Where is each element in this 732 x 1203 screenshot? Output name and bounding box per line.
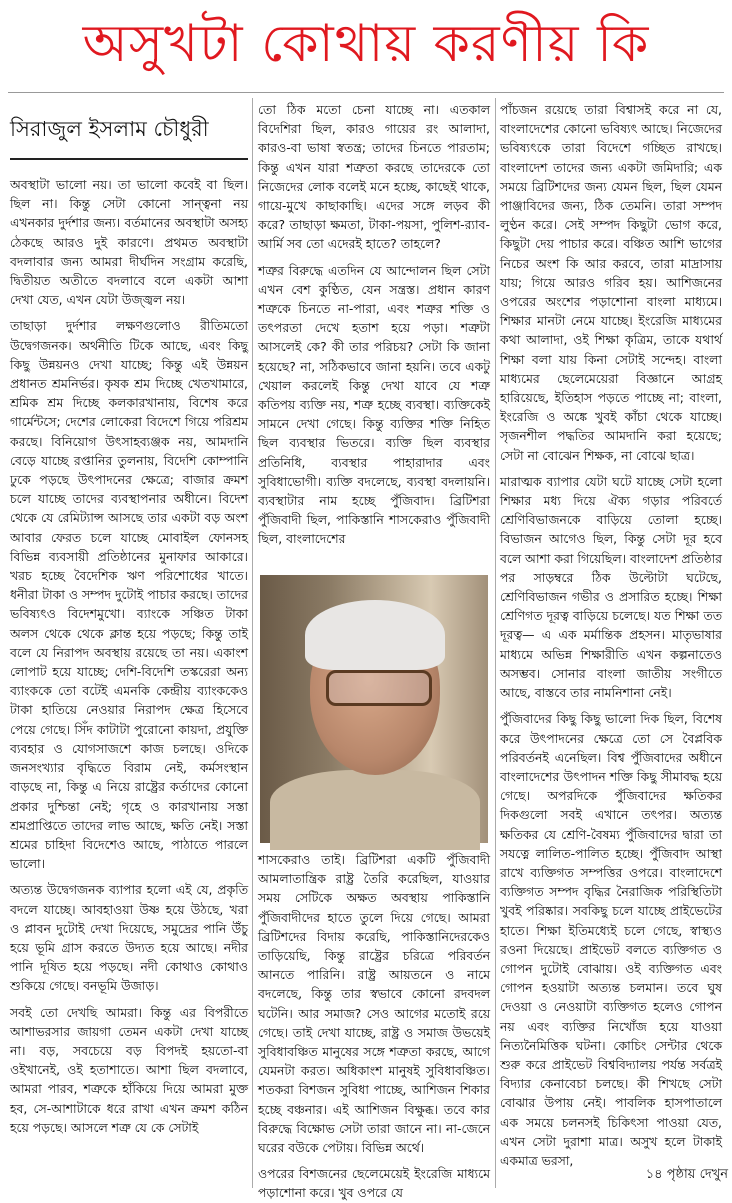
headline: অসুখটা কোথায় করণীয় কি xyxy=(82,14,650,74)
article-column-3 xyxy=(500,100,722,1168)
paragraph: পুঁজিবাদের কিছু কিছু ভালো দিক ছিল, বিশেষ করে উৎপাদনের ক্ষেত্রে তো সে বৈপ্লবিক পরিবর্তনই এনেছিল। বিশ্ব পুঁজিবাদের অধীনে বাংলাদেশের উৎপাদন শক্তি কিছু সীমাবদ্ধ হয়ে গেছে। অপরদিকে পুঁজিবাদের ক্ষতিকর দিকগুলো সবই এখানে তৎপর। অত্যন্ত ক্ষতিকর যে শ্রেণি-বৈষম্য পুঁজিবাদের দ্বারা তা সযত্নে লালিত-পালিত হচ্ছে। পুঁজিবাদ আস্থা রাখে ব্যক্তিগত সম্পত্তির ওপরে। বাংলাদেশে ব্যক্তিগত সম্পদ বৃদ্ধির নৈরাজিক পরিস্থিতিটা খুবই পরিষ্কার। সবকিছু চলে যাচ্ছে প্রাইভেটের হাতে। শিক্ষা ইতিমধ্যেই চলে গেছে, স্বাস্থ্যও রওনা দিয়েছে। প্রাইভেট বলতে ব্যক্তিগত ও গোপন দুটোই বোঝায়। ওই ব্যক্তিগত এবং গোপন হওয়াটা অত্যন্ত চলমান। তবে ঘুষ দেওয়া ও নেওয়াটা ব্যক্তিগত হলেও গোপন নয় এবং ব্যক্তির নিখোঁজ হয়ে যাওয়া নিত্যনৈমিত্তিক ঘটনা। কোচিং সেন্টার থেকে শুরু করে প্রাইভেট বিশ্ববিদ্যালয় পর্যন্ত সর্বত্রই বিদ্যার কেনাবেচা চলছে। কী শিখছে সেটা বোঝার উপায় নেই। পাবলিক হাসপাতালে এক সময়ে চলনসই চিকিৎসা পাওয়া যেত, এখন সেটা দুরাশা মাত্র। অসুখ হলে টাকাই একমাত্র ভরসা, xyxy=(500,711,722,1168)
author-byline: সিরাজুল ইসলাম চৌধুরী xyxy=(10,100,248,160)
column-rule-2 xyxy=(495,98,496,1188)
author-photo xyxy=(260,575,488,843)
paragraph: সবই তো দেখছি আমরা। কিন্তু এর বিপরীতে আশাভরসার জায়গা তেমন একটা দেখা যাচ্ছে না। বড়, সবচেয়ে বড় বিপদই হয়তো-বা ওইখানেই, ওই হতাশাতে। আশা ছিল বদলাবে, আমরা পারব, শত্রুকে হাঁকিয়ে দিয়ে আমরা মুক্ত হব, সে-আশাটাকে ধরে রাখা এখন ক্রমশ কঠিন হয়ে পড়ছে। আসলে শত্রু যে কে সেটাই xyxy=(10,1004,248,1135)
headline-divider xyxy=(8,92,724,93)
paragraph: তো ঠিক মতো চেনা যাচ্ছে না। এতকাল বিদেশিরা ছিল, কারও গায়ের রং আলাদা, কারও-বা ভাষা স্বতন্ত্র; তাদের চিনতে পারতাম; কিন্তু এখন যারা শত্রুতা করছে তাদেরকে তো নিজেদের লোক বলেই মনে হচ্ছে, কাছেই থাকে, গায়ে-মুখে কাছাকাছি। এদের সঙ্গে লড়ব কী করে? তাছাড়া ক্ষমতা, টাকা-পয়সা, পুলিশ-র‍্যাব-আর্মি সব তো এদেরই হাতে? তাহলে? xyxy=(258,102,490,252)
column-rule-1 xyxy=(252,98,253,1188)
paragraph: অত্যন্ত উদ্বেগজনক ব্যাপার হলো এই যে, প্রকৃতি বদলে যাচ্ছে। আবহাওয়া উষ্ণ হয়ে উঠছে, খরা ও প্লাবন দুটোই দেখা দিয়েছে, সমুদ্রের পানি উঁচু হয়ে ভূমি গ্রাস করতে উদ্যত হয়ে আছে। নদীর পানি দূষিত হয়ে পড়ছে। নদী কোথাও কোথাও শুকিয়ে গেছে। বনভূমি উজাড়। xyxy=(10,882,248,994)
continuation-note: ১৪ পৃষ্ঠায় দেখুন xyxy=(645,1167,728,1182)
paragraph: অবস্থাটা ভালো নয়। তা ভালো কবেই বা ছিল। ছিল না। কিন্তু সেটা কোনো সান্ত্বনা নয় এখনকার দুর্দশার জন্য। বর্তমানের অবস্থাটা অসহ্য ঠেকছে আরও দুই কারণে। প্রথমত অবস্থাটা বদলাবার জন্য আমরা দীর্ঘদিন সংগ্রাম করেছি, দ্বিতীয়ত অতীতে বদলাবে বলে একটা আশা দেখা যেত, এখন যেটা উজ্জ্বল নয়। xyxy=(10,177,248,308)
paragraph: তাছাড়া দুর্দশার লক্ষণগুলোও রীতিমতো উদ্বেগজনক। অর্থনীতি টিকে আছে, এবং কিছু কিছু উন্নয়নও দেখা যাচ্ছে; কিন্তু এই উন্নয়ন প্রধানত শ্রমনির্ভর। কৃষক শ্রম দিচ্ছে খেতখামারে, শ্রমিক শ্রম দিচ্ছে কলকারখানায়, বিশেষ করে গার্মেন্টসে; দেশের লোকেরা বিদেশে গিয়ে পরিশ্রম করছে। বিনিয়োগ উৎসাহব্যঞ্জক নয়, আমদানি বেড়ে যাচ্ছে রপ্তানির তুলনায়, বিদেশি কোম্পানি ঢুকে পড়ছে উৎপাদনের ক্ষেত্রে; বাজার ক্রমশ চলে যাচ্ছে তাদের ব্যবস্থাপনার অধীনে। বিদেশ থেকে যে রেমিট্যান্স আসছে তার একটা বড় অংশ আবার ফেরত চলে যাচ্ছে মোবাইল ফোনসহ বিভিন্ন ব্যবসায়ী প্রতিষ্ঠানের মুনাফার আকারে। খরচ হচ্ছে বৈদেশিক ঋণ পরিশোধের খাতে। ধনীরা টাকা ও সম্পদ দুটোই পাচার করছে। তাদের ভবিষ্যৎও বিদেশমুখো। ব্যাংকে সঞ্চিত টাকা অলস থেকে থেকে ক্লান্ত হয়ে পড়ছে; কিন্তু তাই বলে যে নিরাপদ অবস্থায় রয়েছে তা নয়। একাংশ লোপাট হয়ে যাচ্ছে; দেশি-বিদেশি তস্করেরা অন্য ব্যাংককে তো বটেই এমনকি কেন্দ্রীয় ব্যাংককেও টাকা হাতিয়ে নেওয়ার নিরাপদ ক্ষেত্র হিসেবে পেয়ে গেছে। সিঁদ কাটাটা পুরোনো কায়দা, প্রযুক্তি ব্যবহার ও যোগসাজশে কাজ চলছে। ওদিকে জনসংখ্যার বৃদ্ধিতে বিরাম নেই, কর্মসংস্থান বাড়ছে না, কিন্তু এ নিয়ে রাষ্ট্রের কর্তাদের কোনো প্রকার দুশ্চিন্তা নেই; গৃহে ও কারখানায় সস্তা শ্রমপ্রাপ্তিতে তাদের লাভ আছে, ক্ষতি নেই। সস্তা শ্রমের চাহিদা বিদেশেও আছে, পাঠাতে পারলে ভালো। xyxy=(10,318,248,872)
photo-glasses xyxy=(326,670,432,706)
paragraph: শাসকেরাও তাই। ব্রিটিশরা একটি পুঁজিবাদী আমলাতান্ত্রিক রাষ্ট্র তৈরি করেছিল, যাওয়ার সময় সেটিকে অক্ষত অবস্থায় পাকিস্তানি পুঁজিবাদীদের হাতে তুলে দিয়ে গেছে। আমরা ব্রিটিশদের বিদায় করেছি, পাকিস্তানিদেরকেও তাড়িয়েছি, কিন্তু রাষ্ট্রের চরিত্রে পরিবর্তন আনতে পারিনি। রাষ্ট্র আয়তনে ও নামে বদলেছে, কিন্তু তার স্বভাবে কোনো রদবদল ঘটেনি। আর সমাজ? সেও আগের মতোই রয়ে গেছে। তাই দেখা যাচ্ছে, রাষ্ট্র ও সমাজ উভয়েই সুবিধাবঞ্চিত মানুষের সঙ্গে শত্রুতা করছে, আগে যেমনটা করত। অধিকাংশ মানুষই সুবিধাবঞ্চিত। শতকরা বিশজন সুবিধা পাচ্ছে, আশিজন শিকার হচ্ছে বঞ্চনার। এই আশিজন বিক্ষুব্ধ। তবে কার বিরুদ্ধে বিক্ষোভ সেটা তারা জানে না। না-জেনে ঘরের বউকে পেটায়। বিভিন্ন অর্থে। xyxy=(258,852,490,1156)
article-column-2-bottom xyxy=(258,850,490,1201)
article-column-1 xyxy=(10,175,248,1185)
paragraph: ওপরের বিশজনের ছেলেমেয়েই ইংরেজি মাধ্যমে পড়াশোনা করে। খুব ওপরে যে xyxy=(258,1166,490,1201)
paragraph: শত্রুর বিরুদ্ধে এতদিন যে আন্দোলন ছিল সেটা এখন বেশ কুণ্ঠিত, যেন সন্ত্রস্ত। প্রধান কারণ শত্রুকে চিনতে না-পারা, এবং শত্রুর শক্তি ও তৎপরতা দেখে হতাশ হয়ে পড়া। শত্রুটা আসলেই কে? কী তার পরিচয়? সেটা কি জানা হয়েছে? না, সঠিকভাবে জানা হয়নি। তবে একটু খেয়াল করলেই কিন্তু দেখা যাবে যে শত্রু কতিপয় ব্যক্তি নয়, শত্রু হচ্ছে ব্যবস্থা। ব্যক্তিকেই সামনে দেখা গেছে। কিন্তু ব্যক্তির শক্তি নিহিত ছিল ব্যবস্থার ভিতরে। ব্যক্তি ছিল ব্যবস্থার প্রতিনিধি, ব্যবস্থার পাহারাদার এবং সুবিধাভোগী। ব্যক্তি বদলেছে, ব্যবস্থা বদলায়নি। ব্যবস্থাটার নাম হচ্ছে পুঁজিবাদ। ব্রিটিশরা পুঁজিবাদী ছিল, পাকিস্তানি শাসকেরাও পুঁজিবাদী ছিল, বাংলাদেশের xyxy=(258,262,490,547)
paragraph: পাঁচজন রয়েছে তারা বিশ্বাসই করে না যে, বাংলাদেশের কোনো ভবিষ্যৎ আছে। নিজেদের ভবিষ্যৎকে তারা বিদেশে গচ্ছিত রাখছে। বাংলাদেশ তাদের জন্য একটা জমিদারি; এক সময়ে ব্রিটিশদের জন্য যেমন ছিল, ছিল যেমন পাঞ্জাবিদের জন্য, ঠিক তেমনি। তারা সম্পদ লুণ্ঠন করে। সেই সম্পদ কিছুটা ভোগ করে, কিছুটা দেয় পাচার করে। বঞ্চিত আশি ভাগের নিচের অংশ কি আর করবে, তারা মাদ্রাসায় যায়; গিয়ে আরও গরিব হয়। আশিজনের ওপরের অংশের পড়াশোনা বাংলা মাধ্যমে। শিক্ষার মানটা নেমে যাচ্ছে। ইংরেজি মাধ্যমের কথা আলাদা, ওই শিক্ষা কৃত্রিম, তাকে যথার্থ শিক্ষা বলা যায় কিনা সেটাই সন্দেহ। বাংলা মাধ্যমের ছেলেমেয়েরা বিজ্ঞানে আগ্রহ হারিয়েছে, ইতিহাস পড়তে পাচ্ছে না; বাংলা, ইংরেজি ও অঙ্কে খুবই কাঁচা থেকে যাচ্ছে। সৃজনশীল পদ্ধতির আমদানি করা হয়েছে; সেটা না বোঝেন শিক্ষক, না বোঝে ছাত্র। xyxy=(500,102,722,463)
photo-shirt xyxy=(270,770,480,850)
article-column-2-top xyxy=(258,100,490,568)
paragraph: মারাত্মক ব্যাপার যেটা ঘটে যাচ্ছে সেটা হলো শিক্ষার মধ্য দিয়ে ঐক্য গড়ার পরিবর্তে শ্রেণিবিভাজনকে বাড়িয়ে তোলা হচ্ছে। বিভাজন আগেও ছিল, কিন্তু সেটা দূর হবে বলে আশা করা গিয়েছিল। বাংলাদেশ প্রতিষ্ঠার পর সাড়ম্বরে ঠিক উল্টোটা ঘটেছে, শ্রেণিবিভাজন গভীর ও প্রসারিত হচ্ছে। শিক্ষা শ্রেণিগত দূরত্ব বাড়িয়ে চলেছে। যত শিক্ষা তত দূরত্ব— এ এক মর্মান্তিক প্রহসন। মাতৃভাষার মাধ্যমে অভিন্ন শিক্ষারীতি এখন কল্পনাতেও অসম্ভব। সোনার বাংলা জাতীয় সংগীতে আছে, বাস্তবে তার নামনিশানা নেই। xyxy=(500,473,722,701)
photo-hair xyxy=(305,600,445,670)
